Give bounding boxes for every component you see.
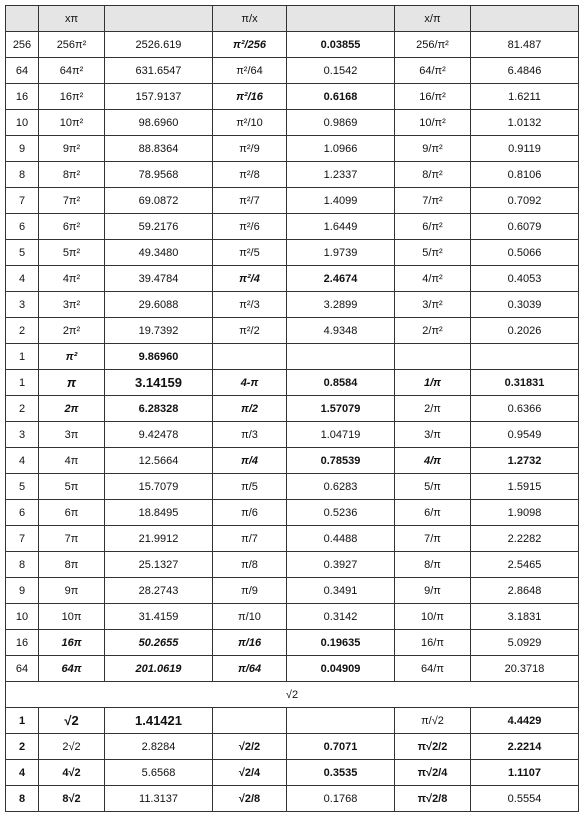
table-row — [6, 84, 579, 110]
cell-expression: 8π — [39, 552, 105, 578]
cell-inverse-value: 6.4846 — [471, 58, 579, 84]
cell-reciprocal-value: 1.6449 — [287, 214, 395, 240]
cell-inverse-expression: 8/π — [395, 552, 471, 578]
cell-expression: 4√2 — [39, 760, 105, 786]
cell-expression: 2π — [39, 396, 105, 422]
cell-index: 1 — [6, 708, 39, 734]
cell-inverse-expression: 64/π² — [395, 58, 471, 84]
cell-inverse-value — [471, 344, 579, 370]
cell-inverse-value: 0.8106 — [471, 162, 579, 188]
cell-index: 2 — [6, 396, 39, 422]
cell-reciprocal-value: 3.2899 — [287, 292, 395, 318]
table-row — [6, 500, 579, 526]
cell-value: 19.7392 — [105, 318, 213, 344]
cell-value: 50.2655 — [105, 630, 213, 656]
table-row — [6, 214, 579, 240]
cell-value: 29.6088 — [105, 292, 213, 318]
cell-reciprocal-value: 0.3142 — [287, 604, 395, 630]
header-cell-pi-over-x: π/x — [213, 6, 287, 32]
cell-reciprocal-value: 0.1768 — [287, 786, 395, 812]
cell-reciprocal-value: 0.04909 — [287, 656, 395, 682]
cell-value: 5.6568 — [105, 760, 213, 786]
cell-value: 2526.619 — [105, 32, 213, 58]
cell-reciprocal-expression: π²/5 — [213, 240, 287, 266]
cell-inverse-expression: 10/π² — [395, 110, 471, 136]
cell-inverse-expression: 9/π² — [395, 136, 471, 162]
cell-inverse-expression: 4/π — [395, 448, 471, 474]
cell-inverse-expression: 3/π² — [395, 292, 471, 318]
cell-inverse-expression: π√2/2 — [395, 734, 471, 760]
cell-inverse-value: 1.1107 — [471, 760, 579, 786]
table-row — [6, 630, 579, 656]
cell-index: 8 — [6, 552, 39, 578]
cell-index: 9 — [6, 136, 39, 162]
cell-index: 4 — [6, 266, 39, 292]
cell-inverse-expression: 8/π² — [395, 162, 471, 188]
cell-expression: 64π — [39, 656, 105, 682]
cell-index: 2 — [6, 734, 39, 760]
cell-reciprocal-expression: π/16 — [213, 630, 287, 656]
cell-inverse-expression: 10/π — [395, 604, 471, 630]
cell-inverse-expression: 5/π — [395, 474, 471, 500]
cell-expression: π² — [39, 344, 105, 370]
cell-value: 201.0619 — [105, 656, 213, 682]
cell-reciprocal-expression: π/64 — [213, 656, 287, 682]
cell-value: 3.14159 — [105, 370, 213, 396]
table-row — [6, 292, 579, 318]
cell-expression: √2 — [39, 708, 105, 734]
cell-reciprocal-expression: π/8 — [213, 552, 287, 578]
cell-value: 6.28328 — [105, 396, 213, 422]
cell-inverse-expression: 16/π² — [395, 84, 471, 110]
cell-expression: 3π — [39, 422, 105, 448]
cell-expression: 10π² — [39, 110, 105, 136]
cell-value: 88.8364 — [105, 136, 213, 162]
cell-expression: 16π² — [39, 84, 105, 110]
cell-reciprocal-expression: π²/7 — [213, 188, 287, 214]
cell-expression: 5π — [39, 474, 105, 500]
cell-reciprocal-expression: π/3 — [213, 422, 287, 448]
table-row — [6, 344, 579, 370]
header-cell-x-pi-value — [105, 6, 213, 32]
table-row — [6, 422, 579, 448]
table-row — [6, 604, 579, 630]
cell-inverse-value: 0.6079 — [471, 214, 579, 240]
table-row — [6, 396, 579, 422]
cell-reciprocal-value: 1.57079 — [287, 396, 395, 422]
cell-expression: 9π — [39, 578, 105, 604]
cell-reciprocal-expression: π²/9 — [213, 136, 287, 162]
table-row — [6, 526, 579, 552]
cell-inverse-expression: 2/π² — [395, 318, 471, 344]
cell-reciprocal-expression: π/7 — [213, 526, 287, 552]
cell-index: 9 — [6, 578, 39, 604]
table-row — [6, 578, 579, 604]
cell-reciprocal-value: 0.6283 — [287, 474, 395, 500]
cell-index: 3 — [6, 422, 39, 448]
cell-inverse-expression: 7/π — [395, 526, 471, 552]
cell-index: 10 — [6, 604, 39, 630]
sqrt2-table-row — [6, 760, 579, 786]
cell-index: 8 — [6, 786, 39, 812]
sqrt2-section-title: √2 — [6, 682, 579, 708]
cell-reciprocal-value: 0.3927 — [287, 552, 395, 578]
header-cell-x-over-pi-value — [471, 6, 579, 32]
cell-expression: 5π² — [39, 240, 105, 266]
cell-reciprocal-value: 0.4488 — [287, 526, 395, 552]
cell-expression: 256π² — [39, 32, 105, 58]
cell-reciprocal-expression: √2/4 — [213, 760, 287, 786]
table-row — [6, 110, 579, 136]
cell-reciprocal-value: 1.4099 — [287, 188, 395, 214]
cell-value: 31.4159 — [105, 604, 213, 630]
sqrt2-table-row — [6, 786, 579, 812]
cell-value: 1.41421 — [105, 708, 213, 734]
cell-index: 6 — [6, 214, 39, 240]
cell-inverse-expression: 6/π — [395, 500, 471, 526]
cell-reciprocal-value — [287, 344, 395, 370]
cell-reciprocal-expression: π/2 — [213, 396, 287, 422]
cell-reciprocal-expression: π²/6 — [213, 214, 287, 240]
cell-index: 8 — [6, 162, 39, 188]
cell-reciprocal-value: 0.8584 — [287, 370, 395, 396]
cell-index: 4 — [6, 448, 39, 474]
table-row — [6, 136, 579, 162]
cell-index: 7 — [6, 188, 39, 214]
cell-inverse-value: 2.2214 — [471, 734, 579, 760]
cell-value: 28.2743 — [105, 578, 213, 604]
cell-value: 69.0872 — [105, 188, 213, 214]
cell-inverse-expression: 9/π — [395, 578, 471, 604]
cell-expression: 4π² — [39, 266, 105, 292]
cell-reciprocal-expression: π/9 — [213, 578, 287, 604]
cell-reciprocal-value: 1.2337 — [287, 162, 395, 188]
cell-inverse-expression: π/√2 — [395, 708, 471, 734]
cell-index: 2 — [6, 318, 39, 344]
cell-reciprocal-value: 0.5236 — [287, 500, 395, 526]
cell-index: 1 — [6, 370, 39, 396]
cell-reciprocal-expression: π²/16 — [213, 84, 287, 110]
cell-expression: 6π² — [39, 214, 105, 240]
cell-value: 631.6547 — [105, 58, 213, 84]
cell-index: 16 — [6, 84, 39, 110]
cell-expression: 6π — [39, 500, 105, 526]
cell-inverse-value: 2.2282 — [471, 526, 579, 552]
cell-inverse-expression: 2/π — [395, 396, 471, 422]
cell-inverse-value: 81.487 — [471, 32, 579, 58]
cell-reciprocal-expression — [213, 708, 287, 734]
cell-inverse-value: 1.5915 — [471, 474, 579, 500]
header-cell-x-over-pi: x/π — [395, 6, 471, 32]
cell-reciprocal-value: 0.1542 — [287, 58, 395, 84]
cell-value: 59.2176 — [105, 214, 213, 240]
cell-value: 157.9137 — [105, 84, 213, 110]
cell-inverse-expression: 1/π — [395, 370, 471, 396]
cell-reciprocal-expression: √2/8 — [213, 786, 287, 812]
header-cell-x-pi: xπ — [39, 6, 105, 32]
cell-index: 256 — [6, 32, 39, 58]
cell-inverse-expression: 3/π — [395, 422, 471, 448]
cell-index: 5 — [6, 474, 39, 500]
table-row — [6, 58, 579, 84]
cell-expression: 9π² — [39, 136, 105, 162]
cell-inverse-expression: 64/π — [395, 656, 471, 682]
cell-reciprocal-value: 4.9348 — [287, 318, 395, 344]
cell-expression: 7π — [39, 526, 105, 552]
table-body — [6, 6, 579, 812]
cell-inverse-expression: 16/π — [395, 630, 471, 656]
cell-reciprocal-expression: π²/64 — [213, 58, 287, 84]
cell-value: 21.9912 — [105, 526, 213, 552]
table-row — [6, 32, 579, 58]
cell-inverse-value: 0.5066 — [471, 240, 579, 266]
table-row — [6, 162, 579, 188]
cell-inverse-value: 0.2026 — [471, 318, 579, 344]
cell-inverse-value: 0.3039 — [471, 292, 579, 318]
cell-inverse-expression: π√2/8 — [395, 786, 471, 812]
cell-expression: 3π² — [39, 292, 105, 318]
cell-expression: 4π — [39, 448, 105, 474]
cell-expression: 7π² — [39, 188, 105, 214]
cell-index: 5 — [6, 240, 39, 266]
cell-value: 9.86960 — [105, 344, 213, 370]
cell-reciprocal-value: 1.0966 — [287, 136, 395, 162]
cell-reciprocal-expression: π/5 — [213, 474, 287, 500]
table-row — [6, 656, 579, 682]
cell-inverse-value: 20.3718 — [471, 656, 579, 682]
table-row — [6, 318, 579, 344]
cell-expression: π — [39, 370, 105, 396]
cell-reciprocal-value: 0.6168 — [287, 84, 395, 110]
cell-inverse-value: 5.0929 — [471, 630, 579, 656]
cell-reciprocal-value: 0.03855 — [287, 32, 395, 58]
cell-expression: 16π — [39, 630, 105, 656]
table-row — [6, 240, 579, 266]
cell-inverse-value: 0.5554 — [471, 786, 579, 812]
sqrt2-table-row — [6, 734, 579, 760]
table-row — [6, 266, 579, 292]
cell-value: 2.8284 — [105, 734, 213, 760]
cell-inverse-value: 0.31831 — [471, 370, 579, 396]
cell-reciprocal-value: 0.78539 — [287, 448, 395, 474]
cell-reciprocal-value: 0.3491 — [287, 578, 395, 604]
cell-value: 49.3480 — [105, 240, 213, 266]
cell-reciprocal-expression: π/6 — [213, 500, 287, 526]
cell-value: 18.8495 — [105, 500, 213, 526]
cell-inverse-value: 1.6211 — [471, 84, 579, 110]
table-row — [6, 474, 579, 500]
cell-inverse-value: 3.1831 — [471, 604, 579, 630]
cell-reciprocal-value: 2.4674 — [287, 266, 395, 292]
cell-reciprocal-expression: π²/10 — [213, 110, 287, 136]
sqrt2-section-row — [6, 682, 579, 708]
cell-value: 98.6960 — [105, 110, 213, 136]
cell-reciprocal-expression: π²/8 — [213, 162, 287, 188]
cell-inverse-expression — [395, 344, 471, 370]
cell-index: 4 — [6, 760, 39, 786]
header-cell-index — [6, 6, 39, 32]
cell-inverse-expression: 7/π² — [395, 188, 471, 214]
pi-multiples-table — [5, 5, 579, 812]
cell-inverse-value: 0.7092 — [471, 188, 579, 214]
cell-reciprocal-expression: π²/3 — [213, 292, 287, 318]
cell-index: 10 — [6, 110, 39, 136]
cell-value: 12.5664 — [105, 448, 213, 474]
cell-reciprocal-value: 1.9739 — [287, 240, 395, 266]
cell-inverse-expression: 4/π² — [395, 266, 471, 292]
cell-reciprocal-expression: π²/256 — [213, 32, 287, 58]
cell-inverse-value: 1.0132 — [471, 110, 579, 136]
cell-inverse-expression: 5/π² — [395, 240, 471, 266]
cell-index: 1 — [6, 344, 39, 370]
cell-index: 64 — [6, 656, 39, 682]
cell-value: 39.4784 — [105, 266, 213, 292]
table-row — [6, 370, 579, 396]
cell-index: 7 — [6, 526, 39, 552]
cell-reciprocal-value: 1.04719 — [287, 422, 395, 448]
cell-index: 3 — [6, 292, 39, 318]
cell-index: 64 — [6, 58, 39, 84]
cell-reciprocal-expression: π/4 — [213, 448, 287, 474]
cell-inverse-expression: 256/π² — [395, 32, 471, 58]
cell-reciprocal-expression — [213, 344, 287, 370]
cell-value: 9.42478 — [105, 422, 213, 448]
table-row — [6, 448, 579, 474]
cell-inverse-value: 2.5465 — [471, 552, 579, 578]
cell-inverse-value: 2.8648 — [471, 578, 579, 604]
table-row — [6, 188, 579, 214]
cell-reciprocal-value: 0.7071 — [287, 734, 395, 760]
cell-inverse-value: 1.9098 — [471, 500, 579, 526]
cell-value: 15.7079 — [105, 474, 213, 500]
header-cell-pi-over-x-value — [287, 6, 395, 32]
table-row — [6, 552, 579, 578]
cell-reciprocal-expression: √2/2 — [213, 734, 287, 760]
cell-reciprocal-expression: π/10 — [213, 604, 287, 630]
cell-expression: 2π² — [39, 318, 105, 344]
cell-value: 78.9568 — [105, 162, 213, 188]
cell-reciprocal-expression: 4-π — [213, 370, 287, 396]
cell-expression: 64π² — [39, 58, 105, 84]
cell-inverse-value: 0.9549 — [471, 422, 579, 448]
cell-reciprocal-expression: π²/2 — [213, 318, 287, 344]
cell-inverse-value: 0.4053 — [471, 266, 579, 292]
sqrt2-table-row — [6, 708, 579, 734]
cell-value: 11.3137 — [105, 786, 213, 812]
cell-reciprocal-value: 0.3535 — [287, 760, 395, 786]
cell-reciprocal-value: 0.9869 — [287, 110, 395, 136]
cell-inverse-expression: π√2/4 — [395, 760, 471, 786]
cell-inverse-value: 4.4429 — [471, 708, 579, 734]
cell-index: 6 — [6, 500, 39, 526]
cell-reciprocal-value: 0.19635 — [287, 630, 395, 656]
cell-inverse-value: 0.6366 — [471, 396, 579, 422]
cell-index: 16 — [6, 630, 39, 656]
cell-expression: 8√2 — [39, 786, 105, 812]
cell-inverse-expression: 6/π² — [395, 214, 471, 240]
cell-expression: 10π — [39, 604, 105, 630]
cell-reciprocal-value — [287, 708, 395, 734]
header-row — [6, 6, 579, 32]
cell-expression: 2√2 — [39, 734, 105, 760]
cell-inverse-value: 0.9119 — [471, 136, 579, 162]
cell-reciprocal-expression: π²/4 — [213, 266, 287, 292]
cell-inverse-value: 1.2732 — [471, 448, 579, 474]
cell-expression: 8π² — [39, 162, 105, 188]
cell-value: 25.1327 — [105, 552, 213, 578]
